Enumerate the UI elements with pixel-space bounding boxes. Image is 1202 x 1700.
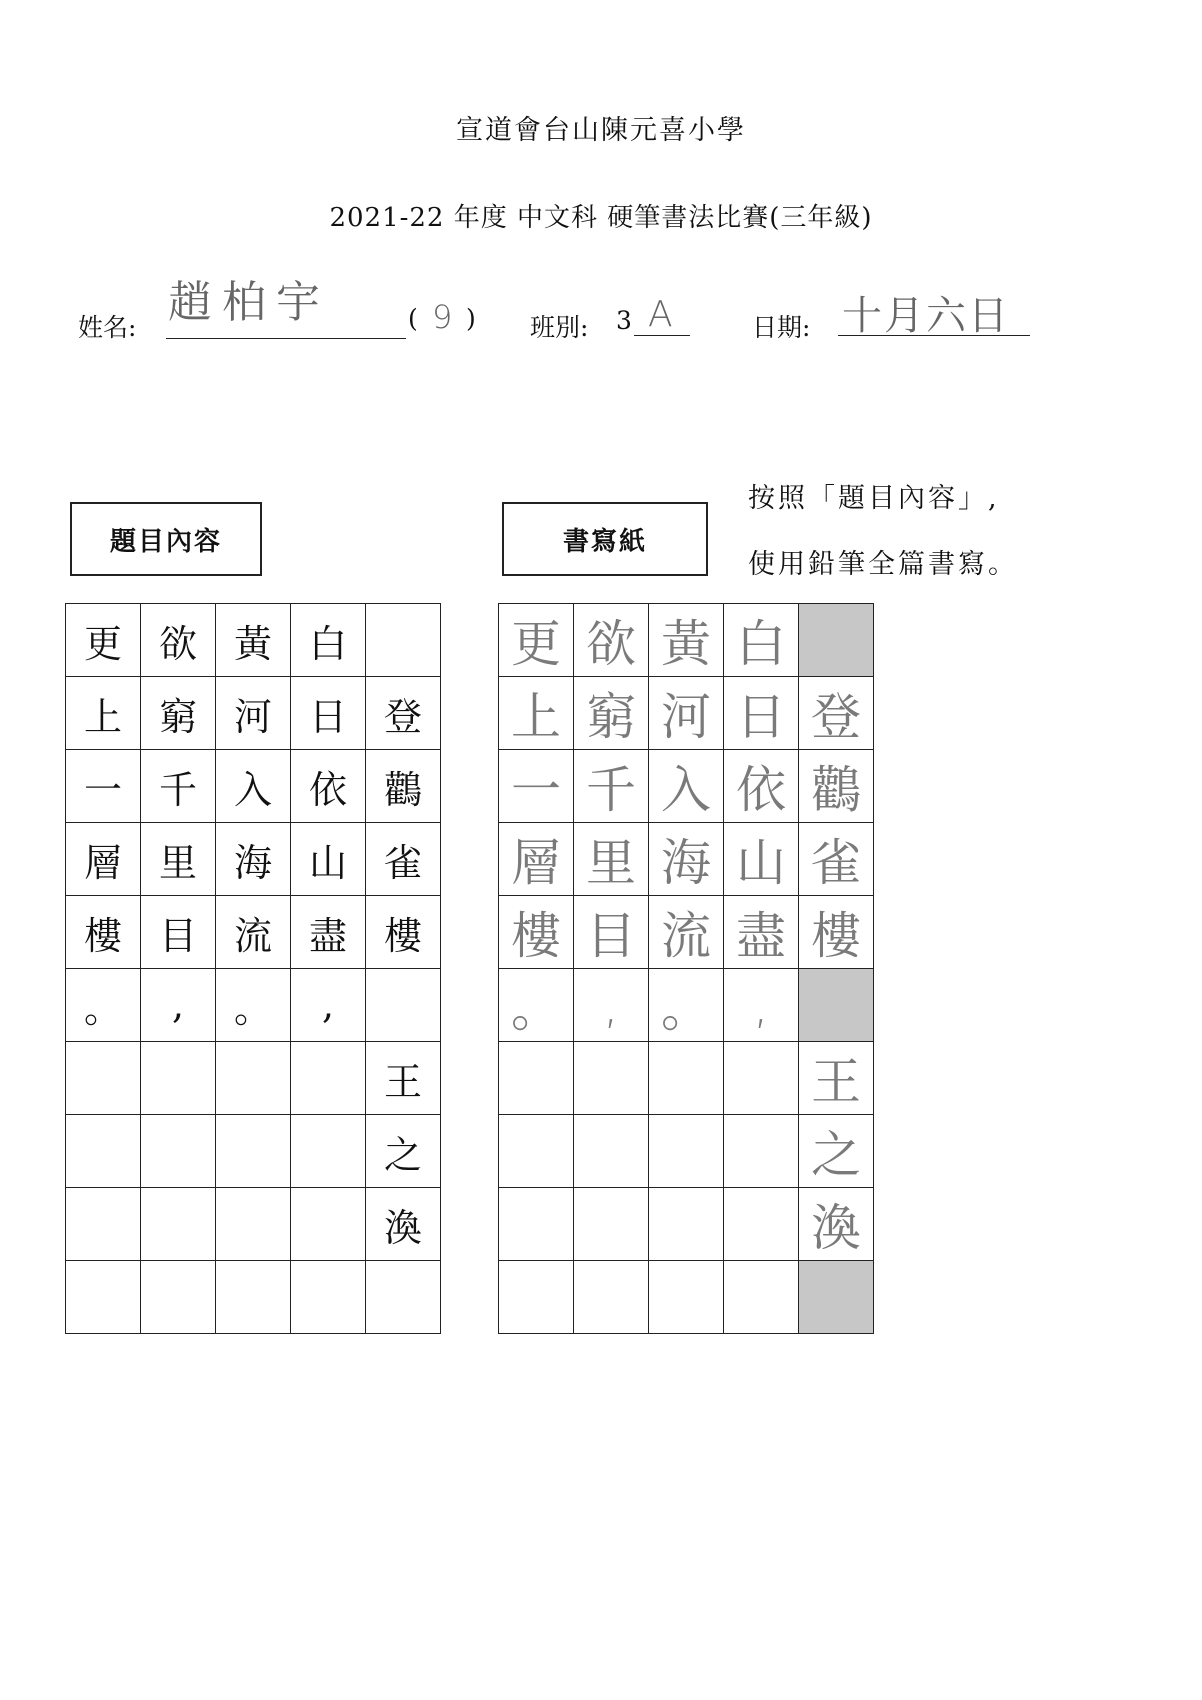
writing-grid-cell xyxy=(499,1188,574,1261)
writing-grid-cell xyxy=(724,1261,799,1334)
writing-grid-cell xyxy=(574,1188,649,1261)
class-prefix: 3 xyxy=(616,306,632,335)
writing-grid-cell: , xyxy=(724,969,799,1042)
writing-grid-cell: 。 xyxy=(499,969,574,1042)
writing-grid-cell: 層 xyxy=(499,823,574,896)
writing-grid-cell: 雀 xyxy=(799,823,874,896)
prompt-grid-cell: 海 xyxy=(216,823,291,896)
writing-grid-cell: 王 xyxy=(799,1042,874,1115)
writing-grid-row xyxy=(499,969,874,1042)
number-open-paren: ( xyxy=(408,304,418,333)
prompt-grid-row xyxy=(66,604,441,677)
writing-grid-cell xyxy=(649,1042,724,1115)
prompt-grid-cell xyxy=(291,1261,366,1334)
prompt-grid-cell: 樓 xyxy=(366,896,441,969)
prompt-grid-cell xyxy=(141,1115,216,1188)
writing-grid-cell: 日 xyxy=(724,677,799,750)
writing-grid-row xyxy=(499,1115,874,1188)
instruction-line-2: 使用鉛筆全篇書寫。 xyxy=(748,549,1018,580)
prompt-grid-cell xyxy=(216,1188,291,1261)
prompt-grid-cell: , xyxy=(291,969,366,1042)
prompt-grid-cell xyxy=(216,1261,291,1334)
prompt-grid-row xyxy=(66,1261,441,1334)
date-label: 日期: xyxy=(752,313,811,342)
writing-grid-cell: 一 xyxy=(499,750,574,823)
prompt-grid-cell: 渙 xyxy=(366,1188,441,1261)
writing-grid-cell: 黃 xyxy=(649,604,724,677)
prompt-grid-cell: 上 xyxy=(66,677,141,750)
class-value: A xyxy=(648,294,673,335)
prompt-grid-cell: 入 xyxy=(216,750,291,823)
prompt-grid-row xyxy=(66,750,441,823)
writing-grid-cell xyxy=(649,1115,724,1188)
prompt-grid-cell xyxy=(216,1115,291,1188)
writing-grid-cell: 欲 xyxy=(574,604,649,677)
name-underline xyxy=(166,338,406,339)
prompt-grid-cell: 雀 xyxy=(366,823,441,896)
prompt-grid-cell xyxy=(66,1261,141,1334)
prompt-grid-cell xyxy=(66,1115,141,1188)
writing-grid-cell: 渙 xyxy=(799,1188,874,1261)
writing-grid-cell: 依 xyxy=(724,750,799,823)
prompt-grid-cell xyxy=(291,1115,366,1188)
number-close-paren: ) xyxy=(466,304,476,333)
prompt-grid-cell xyxy=(291,1042,366,1115)
writing-grid-row xyxy=(499,896,874,969)
writing-grid-cell xyxy=(499,1115,574,1188)
writing-grid-row xyxy=(499,1188,874,1261)
writing-grid-cell: 流 xyxy=(649,896,724,969)
writing-grid-cell: 盡 xyxy=(724,896,799,969)
writing-grid-cell xyxy=(649,1188,724,1261)
writing-grid-cell: 千 xyxy=(574,750,649,823)
class-underline xyxy=(634,335,690,336)
prompt-grid-cell: 王 xyxy=(366,1042,441,1115)
prompt-grid-cell: 一 xyxy=(66,750,141,823)
writing-grid-cell xyxy=(799,969,874,1042)
writing-grid-cell xyxy=(799,1261,874,1334)
prompt-grid-cell: 黃 xyxy=(216,604,291,677)
prompt-grid-cell: 盡 xyxy=(291,896,366,969)
prompt-grid-cell: 登 xyxy=(366,677,441,750)
writing-grid-cell: 鸛 xyxy=(799,750,874,823)
writing-grid-cell: , xyxy=(574,969,649,1042)
prompt-grid-cell xyxy=(66,1188,141,1261)
prompt-grid-cell xyxy=(366,969,441,1042)
prompt-grid-cell: 日 xyxy=(291,677,366,750)
prompt-grid-cell xyxy=(141,1261,216,1334)
prompt-grid-row xyxy=(66,677,441,750)
writing-grid-row xyxy=(499,677,874,750)
writing-grid-cell xyxy=(724,1115,799,1188)
writing-grid-cell: 窮 xyxy=(574,677,649,750)
prompt-grid-cell xyxy=(366,604,441,677)
writing-grid-cell: 河 xyxy=(649,677,724,750)
prompt-grid-cell: 層 xyxy=(66,823,141,896)
prompt-grid-cell: 千 xyxy=(141,750,216,823)
prompt-box-title: 題目內容 xyxy=(70,502,262,576)
prompt-grid-cell: 欲 xyxy=(141,604,216,677)
writing-grid-cell xyxy=(724,1188,799,1261)
prompt-grid-row xyxy=(66,1042,441,1115)
prompt-grid-row xyxy=(66,1115,441,1188)
prompt-grid-cell xyxy=(291,1188,366,1261)
prompt-grid-cell: 山 xyxy=(291,823,366,896)
prompt-grid-row xyxy=(66,823,441,896)
date-value: 十月六日 xyxy=(842,293,1010,339)
writing-grid-cell: 入 xyxy=(649,750,724,823)
writing-grid-cell xyxy=(574,1261,649,1334)
prompt-grid-cell xyxy=(141,1042,216,1115)
writing-grid-cell xyxy=(574,1115,649,1188)
competition-title: 2021-22 年度 中文科 硬筆書法比賽(三年級) xyxy=(329,203,873,233)
prompt-grid-cell: 里 xyxy=(141,823,216,896)
writing-grid-cell: 上 xyxy=(499,677,574,750)
prompt-grid xyxy=(65,603,441,1334)
writing-grid-cell xyxy=(724,1042,799,1115)
prompt-grid-cell xyxy=(66,1042,141,1115)
instruction-line-1: 按照「題目內容」, xyxy=(748,483,1000,514)
name-label: 姓名: xyxy=(78,313,137,342)
writing-grid-cell: 之 xyxy=(799,1115,874,1188)
class-label: 班別: xyxy=(530,313,589,342)
writing-grid-row xyxy=(499,1042,874,1115)
writing-grid-cell: 樓 xyxy=(499,896,574,969)
writing-grid-row xyxy=(499,750,874,823)
prompt-grid-row xyxy=(66,969,441,1042)
prompt-grid-cell xyxy=(141,1188,216,1261)
prompt-grid-cell: 白 xyxy=(291,604,366,677)
writing-grid-cell: 目 xyxy=(574,896,649,969)
writing-grid-cell: 白 xyxy=(724,604,799,677)
writing-grid-cell: 海 xyxy=(649,823,724,896)
prompt-grid-cell: 。 xyxy=(66,969,141,1042)
prompt-grid-cell: 更 xyxy=(66,604,141,677)
writing-grid-cell xyxy=(499,1261,574,1334)
prompt-grid-cell: , xyxy=(141,969,216,1042)
writing-box-title: 書寫紙 xyxy=(502,502,708,576)
prompt-grid-row xyxy=(66,1188,441,1261)
writing-grid-row xyxy=(499,1261,874,1334)
prompt-grid-cell: 鸛 xyxy=(366,750,441,823)
prompt-grid-cell: 目 xyxy=(141,896,216,969)
writing-grid-cell: 登 xyxy=(799,677,874,750)
writing-grid-cell: 山 xyxy=(724,823,799,896)
writing-grid-cell: 。 xyxy=(649,969,724,1042)
writing-grid-cell xyxy=(799,604,874,677)
prompt-grid-cell: 流 xyxy=(216,896,291,969)
writing-grid-cell xyxy=(499,1042,574,1115)
prompt-grid-cell: 依 xyxy=(291,750,366,823)
writing-grid-row xyxy=(499,604,874,677)
prompt-grid-cell xyxy=(366,1261,441,1334)
writing-grid-cell xyxy=(574,1042,649,1115)
writing-grid-cell: 里 xyxy=(574,823,649,896)
writing-grid xyxy=(498,603,874,1334)
prompt-grid-cell: 河 xyxy=(216,677,291,750)
prompt-grid-cell: 窮 xyxy=(141,677,216,750)
writing-grid-cell: 樓 xyxy=(799,896,874,969)
writing-grid-row xyxy=(499,823,874,896)
prompt-grid-row xyxy=(66,896,441,969)
school-name: 宣道會台山陳元喜小學 xyxy=(456,115,746,146)
prompt-grid-cell xyxy=(216,1042,291,1115)
writing-grid-cell xyxy=(649,1261,724,1334)
writing-grid-cell: 更 xyxy=(499,604,574,677)
prompt-grid-cell: 之 xyxy=(366,1115,441,1188)
name-value: 趙柏宇 xyxy=(168,277,330,328)
prompt-grid-cell: 。 xyxy=(216,969,291,1042)
number-value: 9 xyxy=(432,298,453,336)
prompt-grid-cell: 樓 xyxy=(66,896,141,969)
